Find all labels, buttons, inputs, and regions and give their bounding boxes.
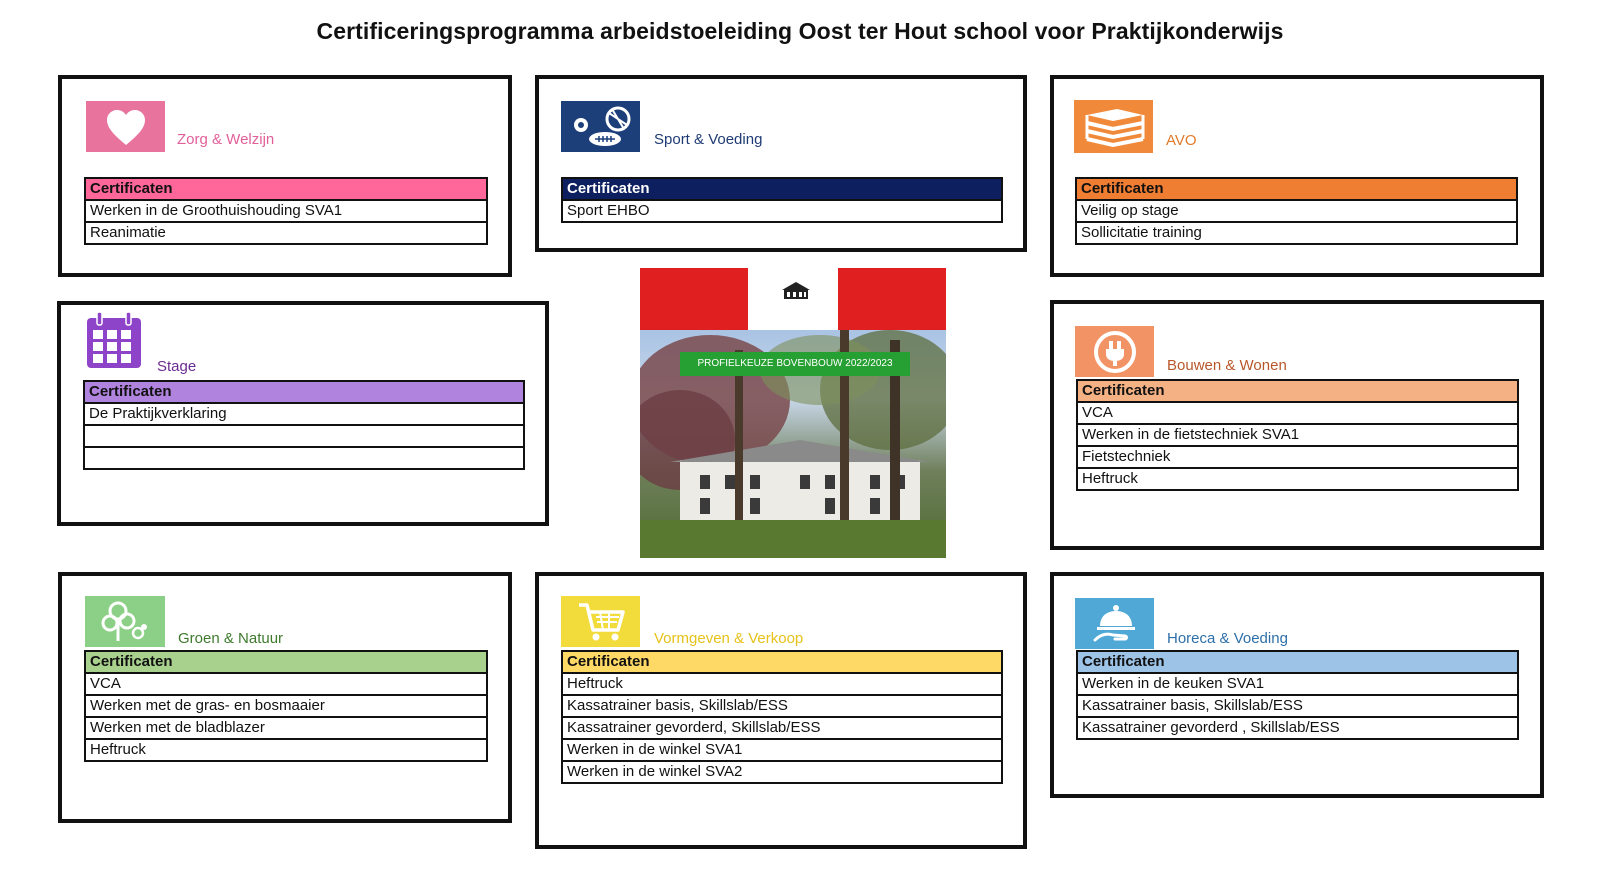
cover-red-block-right <box>838 268 946 330</box>
sport-icon-box <box>561 101 640 152</box>
vormgeven-table <box>561 650 1003 784</box>
table-row: VCA <box>85 673 487 695</box>
brochure-cover-image <box>640 268 946 558</box>
zorg-label: Zorg & Welzijn <box>177 131 275 148</box>
stage-icon-box <box>84 310 144 370</box>
sports-balls-icon <box>568 105 634 149</box>
zorg-table-header: Certificaten <box>85 178 487 200</box>
stage-table-header: Certificaten <box>84 381 524 403</box>
avo-table <box>1075 177 1518 245</box>
table-row: Sollicitatie training <box>1076 222 1517 244</box>
table-row: Heftruck <box>562 673 1002 695</box>
table-row: Veilig op stage <box>1076 200 1517 222</box>
cover-banner: PROFIELKEUZE BOVENBOUW 2022/2023 <box>680 352 910 376</box>
avo-icon-box <box>1074 100 1153 153</box>
zorg-table <box>84 177 488 245</box>
table-row: Kassatrainer gevorderd, Skillslab/ESS <box>562 717 1002 739</box>
table-row: De Praktijkverklaring <box>84 403 524 425</box>
horeca-icon-box <box>1075 598 1154 649</box>
table-row <box>84 447 524 469</box>
serving-cloche-icon <box>1091 602 1139 646</box>
groen-table <box>84 650 488 762</box>
table-row: Kassatrainer gevorderd , Skillslab/ESS <box>1077 717 1518 739</box>
table-row: Reanimatie <box>85 222 487 244</box>
sport-table-header: Certificaten <box>562 178 1002 200</box>
bouwen-icon-box <box>1075 326 1154 377</box>
tree-icon <box>100 599 150 645</box>
cover-red-block-left <box>640 268 748 330</box>
plug-icon <box>1092 329 1138 375</box>
table-row: Werken in de winkel SVA1 <box>562 739 1002 761</box>
sport-table <box>561 177 1003 223</box>
bouwen-table-header: Certificaten <box>1077 380 1518 402</box>
stage-table <box>83 380 525 470</box>
stage-label: Stage <box>157 358 197 375</box>
vormgeven-icon-box <box>561 596 640 647</box>
table-row: Sport EHBO <box>562 200 1002 222</box>
table-row: Werken in de fietstechniek SVA1 <box>1077 424 1518 446</box>
table-row: Heftruck <box>85 739 487 761</box>
table-row: Werken met de gras- en bosmaaier <box>85 695 487 717</box>
table-row: Fietstechniek <box>1077 446 1518 468</box>
vormgeven-label: Vormgeven & Verkoop <box>654 630 804 647</box>
table-row: Kassatrainer basis, Skillslab/ESS <box>1077 695 1518 717</box>
table-row: Werken in de winkel SVA2 <box>562 761 1002 783</box>
table-row: Werken met de bladblazer <box>85 717 487 739</box>
table-row <box>84 425 524 447</box>
bouwen-table <box>1076 379 1519 491</box>
avo-label: AVO <box>1166 132 1197 149</box>
table-row: Heftruck <box>1077 468 1518 490</box>
groen-icon-box <box>85 596 165 647</box>
books-icon <box>1081 105 1147 149</box>
sport-label: Sport & Voeding <box>654 131 763 148</box>
avo-table-header: Certificaten <box>1076 178 1517 200</box>
horeca-table <box>1076 650 1519 740</box>
horeca-label: Horeca & Voeding <box>1167 630 1288 647</box>
groen-table-header: Certificaten <box>85 651 487 673</box>
zorg-icon-box <box>86 101 165 152</box>
vormgeven-table-header: Certificaten <box>562 651 1002 673</box>
heart-icon <box>104 107 148 147</box>
school-building-icon <box>778 278 814 302</box>
horeca-table-header: Certificaten <box>1077 651 1518 673</box>
cover-photo-scene <box>640 330 946 558</box>
table-row: Kassatrainer basis, Skillslab/ESS <box>562 695 1002 717</box>
groen-label: Groen & Natuur <box>178 630 284 647</box>
bouwen-label: Bouwen & Wonen <box>1167 357 1287 374</box>
calendar-icon <box>85 310 143 370</box>
table-row: Werken in de Groothuishouding SVA1 <box>85 200 487 222</box>
page-title: Certificeringsprogramma arbeidstoeleiding Oost ter Hout school voor Praktijkonderwijs <box>316 18 1284 44</box>
shopping-cart-icon <box>576 600 626 644</box>
table-row: Werken in de keuken SVA1 <box>1077 673 1518 695</box>
table-row: VCA <box>1077 402 1518 424</box>
